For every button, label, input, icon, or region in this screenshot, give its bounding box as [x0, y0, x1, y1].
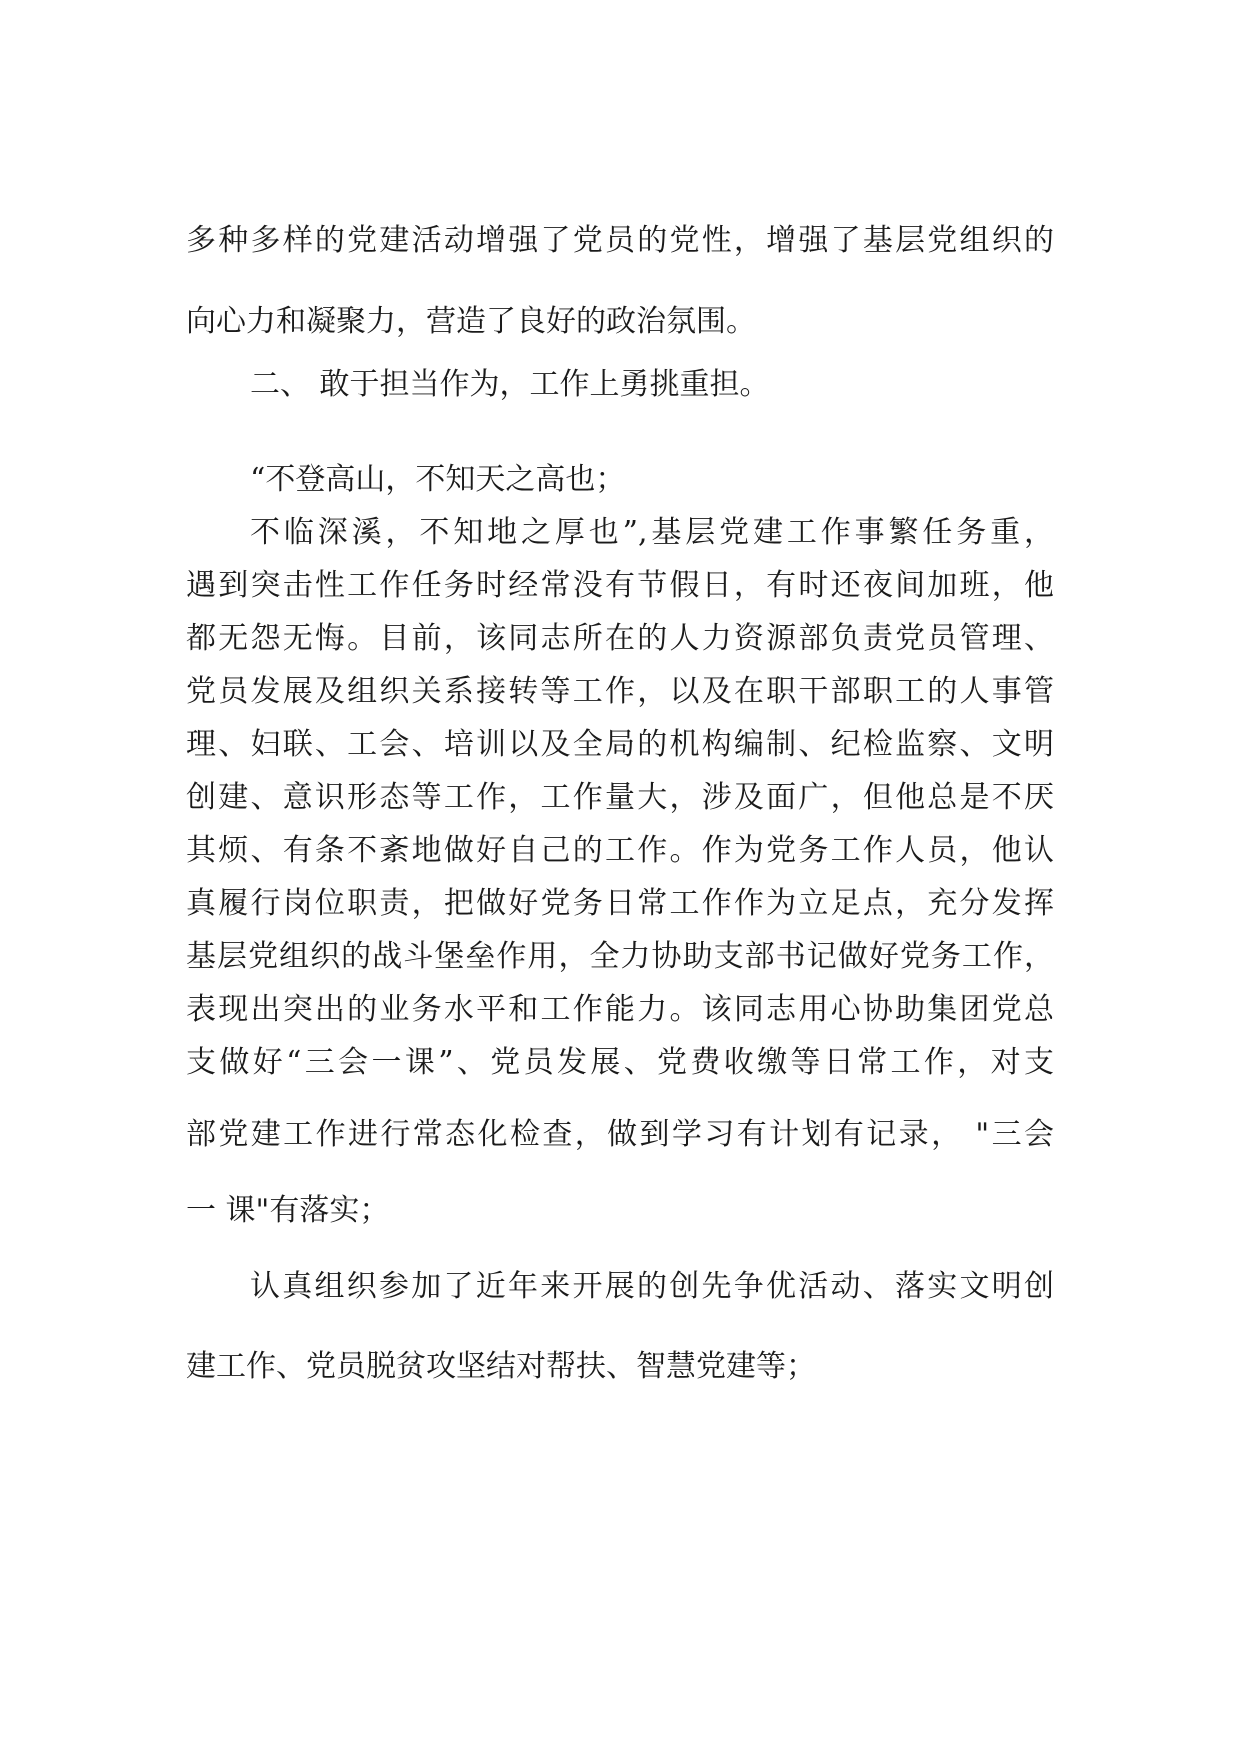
text-line-16: 部党建工作进行常态化检查，做到学习有计划有记录， "三会 [186, 1117, 1054, 1152]
text-line-4: “不登高山，不知天之高也； [250, 462, 626, 497]
text-line-14: 表现出突出的业务水平和工作能力。该同志用心协助集团党总 [186, 992, 1054, 1027]
text-line-18: 认真组织参加了近年来开展的创先争优活动、落实文明创 [250, 1269, 1054, 1304]
text-line-6: 遇到突击性工作任务时经常没有节假日，有时还夜间加班，他 [186, 568, 1054, 603]
text-line-12: 真履行岗位职责，把做好党务日常工作作为立足点，充分发挥 [186, 886, 1054, 921]
text-line-13: 基层党组织的战斗堡垒作用，全力协助支部书记做好党务工作， [186, 939, 1054, 974]
section-heading: 二、 敢于担当作为，工作上勇挑重担。 [250, 367, 770, 402]
text-line-7: 都无怨无悔。目前，该同志所在的人力资源部负责党员管理、 [186, 621, 1054, 656]
text-line-9: 理、妇联、工会、培训以及全局的机构编制、纪检监察、文明 [186, 727, 1054, 762]
text-line-1: 多种多样的党建活动增强了党员的党性，增强了基层党组织的 [186, 223, 1054, 258]
text-line-8: 党员发展及组织关系接转等工作，以及在职干部职工的人事管 [186, 674, 1054, 709]
text-line-17: 一 课"有落实； [186, 1193, 390, 1228]
text-line-15: 支做好“三会一课”、党员发展、党费收缴等日常工作，对支 [186, 1045, 1054, 1080]
text-line-2: 向心力和凝聚力，营造了良好的政治氛围。 [186, 304, 756, 339]
text-line-5: 不临深溪，不知地之厚也”,基层党建工作事繁任务重， [250, 515, 1054, 550]
text-line-10: 创建、意识形态等工作，工作量大，涉及面广，但他总是不厌 [186, 780, 1054, 815]
text-line-19: 建工作、党员脱贫攻坚结对帮扶、智慧党建等； [186, 1349, 816, 1384]
text-line-11: 其烦、有条不紊地做好自己的工作。作为党务工作人员，他认 [186, 833, 1054, 868]
